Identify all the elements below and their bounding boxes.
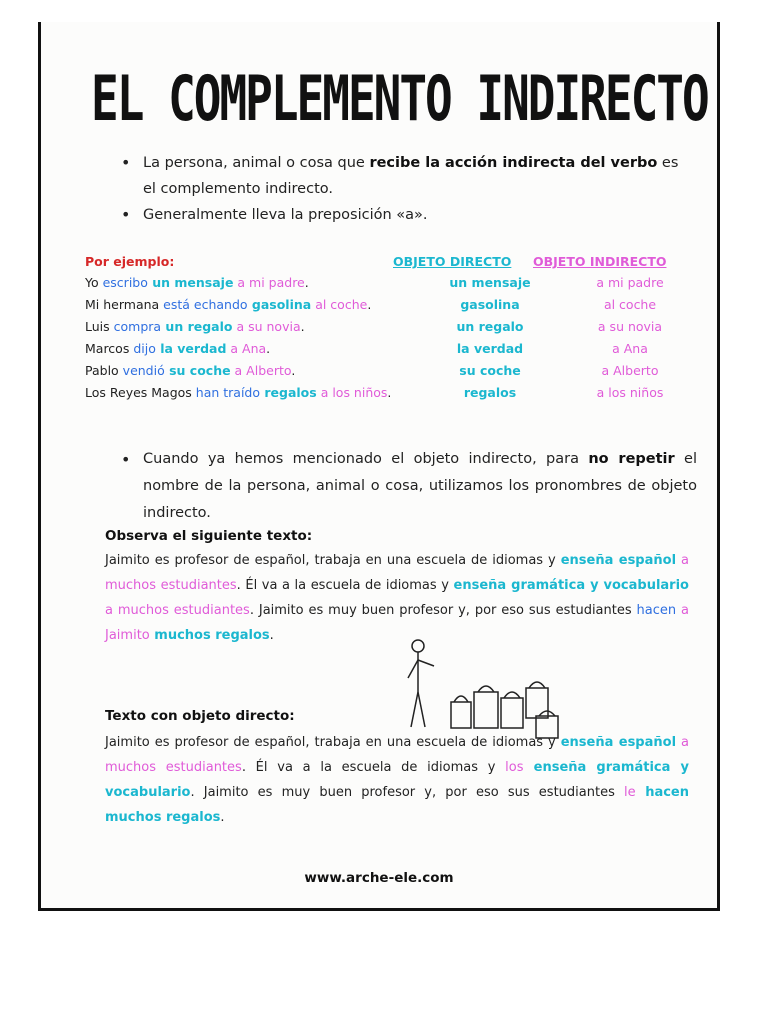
bullet-text: es el complemento indirecto. [143,155,679,197]
example-sentence: Pablo vendió su coche a Alberto. [85,363,296,378]
bullet-definition [121,150,681,202]
column-header-indirect-object: OBJETO INDIRECTO [533,254,667,269]
column-header-direct-object: OBJETO DIRECTO [393,254,512,269]
examples-label: Por ejemplo: [85,254,175,269]
website-footer: www.arche-ele.com [304,870,454,886]
example-row [85,272,725,294]
example-row [85,338,725,360]
example-sentence: Mi hermana está echando gasolina al coche. [85,297,372,312]
direct-object-cell: la verdad [456,341,524,356]
bullet-text: Generalmente lleva la preposición «a». [143,207,428,223]
example-row [85,360,725,382]
example-row [85,382,725,404]
bullet-pronouns: • Cuando ya hemos mencionado el objeto indirecto, para no repetir el nombre de la persona, animal o cosa, utilizamos los pronombres de objeto indirecto. [121,446,697,527]
worksheet-page [38,22,720,911]
direct-object-cell: gasolina [460,297,520,312]
objeto-heading: Texto con objeto directo: [105,708,295,724]
example-sentence: Luis compra un regalo a su novia. [85,319,305,334]
example-row [85,316,725,338]
page-title: EL COMPLEMENTO INDIRECTO [91,62,708,135]
example-row [85,294,725,316]
bullet-preposition [121,202,681,228]
indirect-object-cell: a los niños [596,385,664,400]
observa-paragraph: Jaimito es profesor de español, trabaja en una escuela de idiomas y enseña español a muchos estudiantes. Él va a la escuela de idiomas y enseña gramática y vocabulario a muchos estudiantes. Jaimito es muy buen profesor y, por eso sus estudiantes hacen a Jaimito muchos regalos. [105,553,689,643]
objeto-paragraph: Jaimito es profesor de español, trabaja en una escuela de idiomas y enseña español a muchos estudiantes. Él va a la escuela de idiomas y los enseña gramática y vocabulario. Jaimito es muy buen profesor y, por eso sus estudiantes le hacen muchos regalos. [105,735,689,825]
observa-heading: Observa el siguiente texto: [105,528,313,544]
bullet-text: La persona, animal o cosa que [143,155,370,171]
indirect-object-cell: a Alberto [601,363,659,378]
pronoun-bullet [121,446,697,527]
example-sentence: Yo escribo un mensaje a mi padre. [85,275,309,290]
direct-object-cell: su coche [459,363,521,378]
intro-bullets [121,150,681,228]
direct-object-cell: regalos [463,385,517,400]
bullet-bold: recibe la acción indirecta del verbo [369,155,658,171]
example-sentence: Los Reyes Magos han traído regalos a los niños. [85,385,392,400]
example-sentence: Marcos dijo la verdad a Ana. [85,341,271,356]
indirect-object-cell: a su novia [597,319,663,334]
indirect-object-cell: al coche [603,297,657,312]
indirect-object-cell: a Ana [612,341,648,356]
teacher-with-gifts-icon [406,632,566,742]
direct-object-cell: un mensaje [449,275,531,290]
examples-table [85,272,725,404]
indirect-object-cell: a mi padre [596,275,664,290]
direct-object-cell: un regalo [456,319,524,334]
